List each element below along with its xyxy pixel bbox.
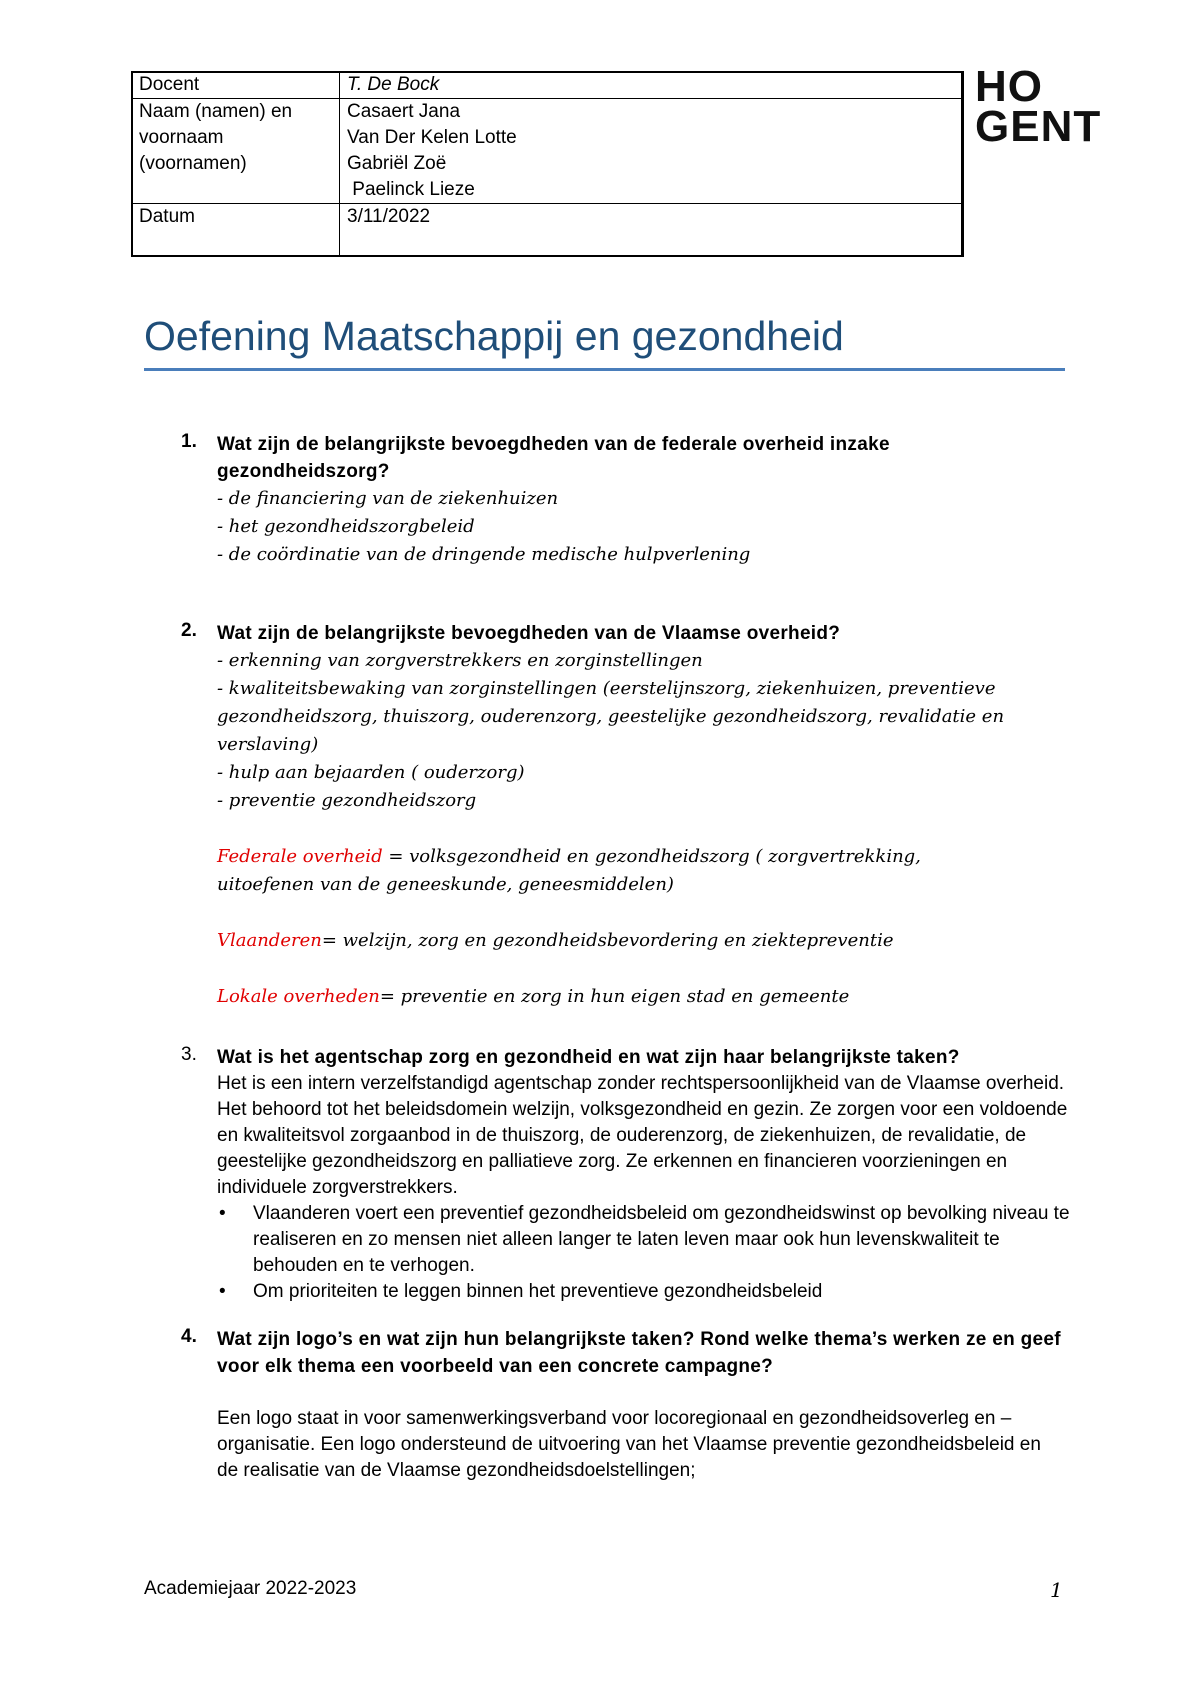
note-vlaanderen-text: = welzijn, zorg en gezondheidsbevordering en ziektepreventie [321, 930, 894, 951]
question-3 [181, 1044, 1081, 1305]
bullet-item: • Vlaanderen voert een preventief gezondheidsbeleid om gezondheidswinst op bevolking niveau te realiseren en zo mensen niet alleen langer te laten leven maar ook hun levenskwaliteit te behouden en te verhogen. [217, 1201, 1077, 1279]
page-title: Oefening Maatschappij en gezondheid [144, 313, 844, 359]
title-underline [144, 368, 1065, 371]
docent-value: T. De Bock [340, 72, 962, 99]
question-3-text: Wat is het agentschap zorg en gezondheid en wat zijn haar belangrijkste taken? [217, 1047, 960, 1068]
answer-line: - preventie gezondheidszorg [217, 790, 477, 811]
question-4-answer [217, 1406, 1057, 1484]
info-table [131, 71, 962, 257]
answer-line: - het gezondheidszorgbeleid [217, 516, 475, 537]
docent-label: Docent [132, 72, 340, 99]
answer-paragraph: Het is een intern verzelfstandigd agentschap zonder rechtspersoonlijkheid van de Vlaamse overheid. Het behoord tot het beleidsdomein welzijn, volksgezondheid en gezin. Ze zorgen voor een voldoende en kwaliteitsvol zorgaanbod in de thuiszorg, de ouderenzorg, de ziekenhuizen, de revalidatie, de geestelijke gezondheidszorg en palliatieve zorg. Ze erkennen en financieren voorzieningen en individuele zorgverstrekkers. [217, 1073, 1068, 1198]
answer-paragraph: Een logo staat in voor samenwerkingsverband voor locoregionaal en gezondheidsoverleg en – organisatie. Een logo ondersteund de uitvoering van het Vlaamse preventie gezondheidsbeleid en de realisatie van de Vlaamse gezondheidsdoelstellingen; [217, 1408, 1041, 1481]
name-4: Paelinck Lieze [347, 179, 475, 200]
logo-line-2: GENT [975, 102, 1102, 151]
question-1 [181, 431, 1081, 569]
note-federal-text: = volksgezondheid en gezondheidszorg ( zorgvertrekking, uitoefenen van de geneeskunde, geneesmiddelen) [217, 846, 921, 895]
answer-line: - hulp aan bejaarden ( ouderzorg) [217, 762, 525, 783]
question-2-text: Wat zijn de belangrijkste bevoegdheden van de Vlaamse overheid? [217, 623, 841, 644]
datum-label: Datum [132, 204, 340, 257]
note-federal [217, 843, 1007, 899]
name-3: Gabriël Zoë [347, 153, 447, 174]
note-lokaal-label: Lokale overheden [217, 986, 380, 1007]
name-1: Casaert Jana [347, 101, 461, 122]
bullet-item: • Om prioriteiten te leggen binnen het preventieve gezondheidsbeleid [217, 1279, 1077, 1305]
question-4 [181, 1326, 1081, 1484]
naam-label: Naam (namen) en voornaam (voornamen) [132, 99, 340, 204]
name-2: Van Der Kelen Lotte [347, 127, 517, 148]
question-1-answers [217, 485, 1081, 569]
footer-academic-year: Academiejaar 2022-2023 [144, 1578, 357, 1599]
question-2 [181, 620, 1081, 1011]
answer-line: - kwaliteitsbewaking van zorginstellingen (eerstelijnszorg, ziekenhuizen, preventieve gezondheidszorg, thuiszorg, ouderenzorg, geestelijke gezondheidszorg, revalidatie en verslaving) [217, 678, 1005, 755]
logo-line-1: HO [975, 62, 1043, 111]
answer-line: - de financiering van de ziekenhuizen [217, 488, 559, 509]
hogent-logo [975, 62, 1102, 151]
question-1-text: Wat zijn de belangrijkste bevoegdheden van de federale overheid inzake gezondheidszorg? [217, 434, 890, 482]
note-vlaanderen [217, 927, 1067, 955]
names-cell [340, 99, 962, 204]
question-3-bullets [217, 1201, 1077, 1305]
note-federal-label: Federale overheid [217, 846, 383, 867]
answer-line: - de coördinatie van de dringende medische hulpverlening [217, 544, 751, 565]
note-lokaal [217, 983, 1067, 1011]
note-lokaal-text: = preventie en zorg in hun eigen stad en gemeente [379, 986, 850, 1007]
datum-value: 3/11/2022 [340, 204, 962, 257]
answer-line: - erkenning van zorgverstrekkers en zorginstellingen [217, 650, 703, 671]
question-2-number: 2. [181, 620, 197, 641]
page-number: 1 [1050, 1578, 1063, 1602]
question-4-text: Wat zijn logo’s en wat zijn hun belangrijkste taken? Rond welke thema’s werken ze en geef voor elk thema een voorbeeld van een concrete campagne? [217, 1329, 1061, 1377]
question-1-number: 1. [181, 431, 197, 452]
question-4-number: 4. [181, 1326, 197, 1347]
note-vlaanderen-label: Vlaanderen [217, 930, 322, 951]
question-3-answer [217, 1071, 1077, 1305]
question-2-answers [217, 647, 1067, 1011]
question-3-number: 3. [181, 1044, 197, 1065]
